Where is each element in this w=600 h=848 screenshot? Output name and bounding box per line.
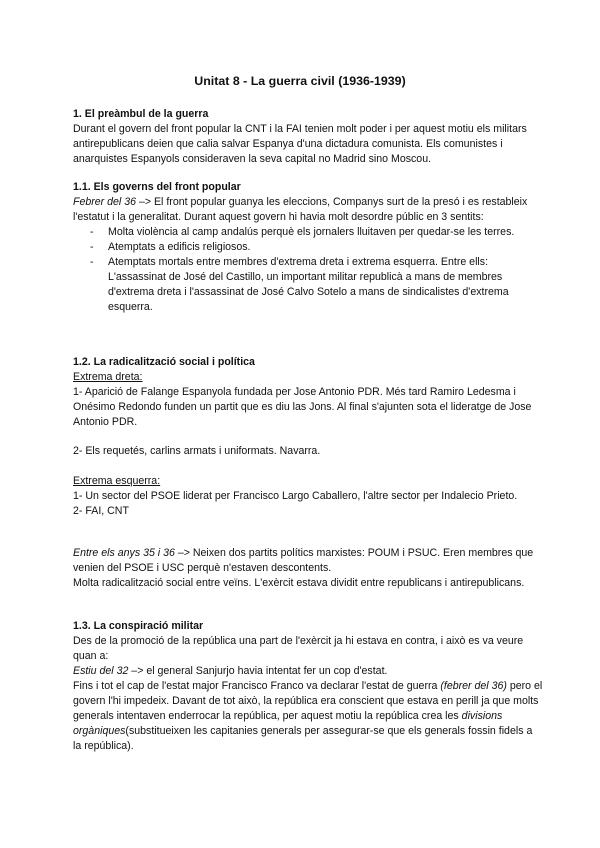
- paragraph-block: [73, 444, 543, 459]
- paragraph: [73, 546, 543, 576]
- paragraph: [73, 664, 543, 679]
- section-governs: [73, 180, 543, 315]
- section-heading: 1.1. Els governs del front popular: [73, 181, 241, 193]
- paragraph: 2- FAI, CNT: [73, 505, 129, 517]
- section-heading: 1.3. La conspiració militar: [73, 620, 204, 632]
- paragraph: Molta radicalització social entre veïns. L'exèrcit estava dividit entre republicans i antirepublicans.: [73, 577, 525, 589]
- paragraph: 2- Els requetés, carlins armats i uniformats. Navarra.: [73, 445, 321, 457]
- section-radicalitzacio: [73, 355, 543, 430]
- section-heading: 1.2. La radicalització social i política: [73, 356, 255, 368]
- paragraph: 1- Aparició de Falange Espanyola fundada per Jose Antonio PDR. Més tard Ramiro Ledesma i Onésimo Redondo funden un partit que es diu las Jons. Al final s'ajunten sota el lideratge de Jose Antonio PDR.: [73, 386, 532, 428]
- bullet-list: [73, 225, 543, 315]
- paragraph-text: –> el general Sanjurjo havia intentat fer un cop d'estat.: [128, 665, 388, 677]
- paragraph-block: [73, 474, 543, 519]
- paragraph: 1- Un sector del PSOE liderat per Francisco Largo Caballero, l'altre sector per Indalecio Prieto.: [73, 490, 518, 502]
- section-conspiracio: [73, 619, 543, 754]
- term-label: divisions orgàniques: [73, 710, 503, 737]
- list-item: - Atemptats mortals entre membres d'extrema dreta i extrema esquerra. Entre ells: L'assassinat de José del Castillo, un important militar republicà a mans de membres d'extrema dreta i l'assassinat de José Calvo Sotelo a mans de sindicalistes d'extrema esquerra.: [73, 255, 543, 315]
- date-label: (febrer del 36): [440, 680, 507, 692]
- paragraph-text: –> El front popular guanya les eleccions, Companys surt de la presó i es restableix l'estatut i la generalitat. Durant aquest govern hi havia molt desordre públic en 3 sentits:: [73, 196, 528, 223]
- section-preambul: [73, 107, 543, 167]
- paragraph: Des de la promoció de la república una part de l'exèrcit ja hi estava en contra, i això es va veure quan a:: [73, 635, 524, 662]
- paragraph-text: –> Neixen dos partits polítics marxistes: POUM i PSUC. Eren membres que venien del PSOE i USC perquè n'estaven descontents.: [73, 547, 534, 574]
- list-item: - Molta violència al camp andalús perquè els jornalers lluitaven per quedar-se les terres.: [73, 225, 543, 240]
- document-title: Unitat 8 - La guerra civil (1936-1939): [194, 74, 406, 88]
- paragraph: [73, 679, 543, 754]
- paragraph-block: [73, 546, 543, 591]
- subheading-extrema-dreta: Extrema dreta:: [73, 371, 143, 383]
- paragraph-text: Fins i tot el cap de l'estat major Francisco Franco va declarar l'estat de guerra: [73, 680, 441, 692]
- date-label: Entre els anys 35 i 36: [73, 547, 175, 559]
- section-heading: 1. El preàmbul de la guerra: [73, 108, 209, 120]
- subheading-extrema-esquerra: Extrema esquerra:: [73, 475, 161, 487]
- date-label: Febrer del 36: [73, 196, 137, 208]
- paragraph: [73, 195, 543, 225]
- list-item: - Atemptats a edificis religiosos.: [73, 240, 543, 255]
- paragraph-text: (substitueixen les capitanies generals per assegurar-se que els generals fossin fidels a la república).: [73, 725, 533, 752]
- paragraph-text: pero el govern l'hi impedeix. Davant de tot això, la república era conscient que estava en perill ja que molts generals intentaven enderrocar la república, per aquest motiu la república crea les: [73, 680, 543, 722]
- date-label: Estiu del 32: [73, 665, 129, 677]
- paragraph: Durant el govern del front popular la CNT i la FAI tenien molt poder i per aquest motiu els militars antirepublicans deien que calia salvar Espanya d'una dictadura comunista. Els comunistes i anarquistes Espanyols consideraven la seva capital no Madrid sino Moscou.: [73, 123, 527, 165]
